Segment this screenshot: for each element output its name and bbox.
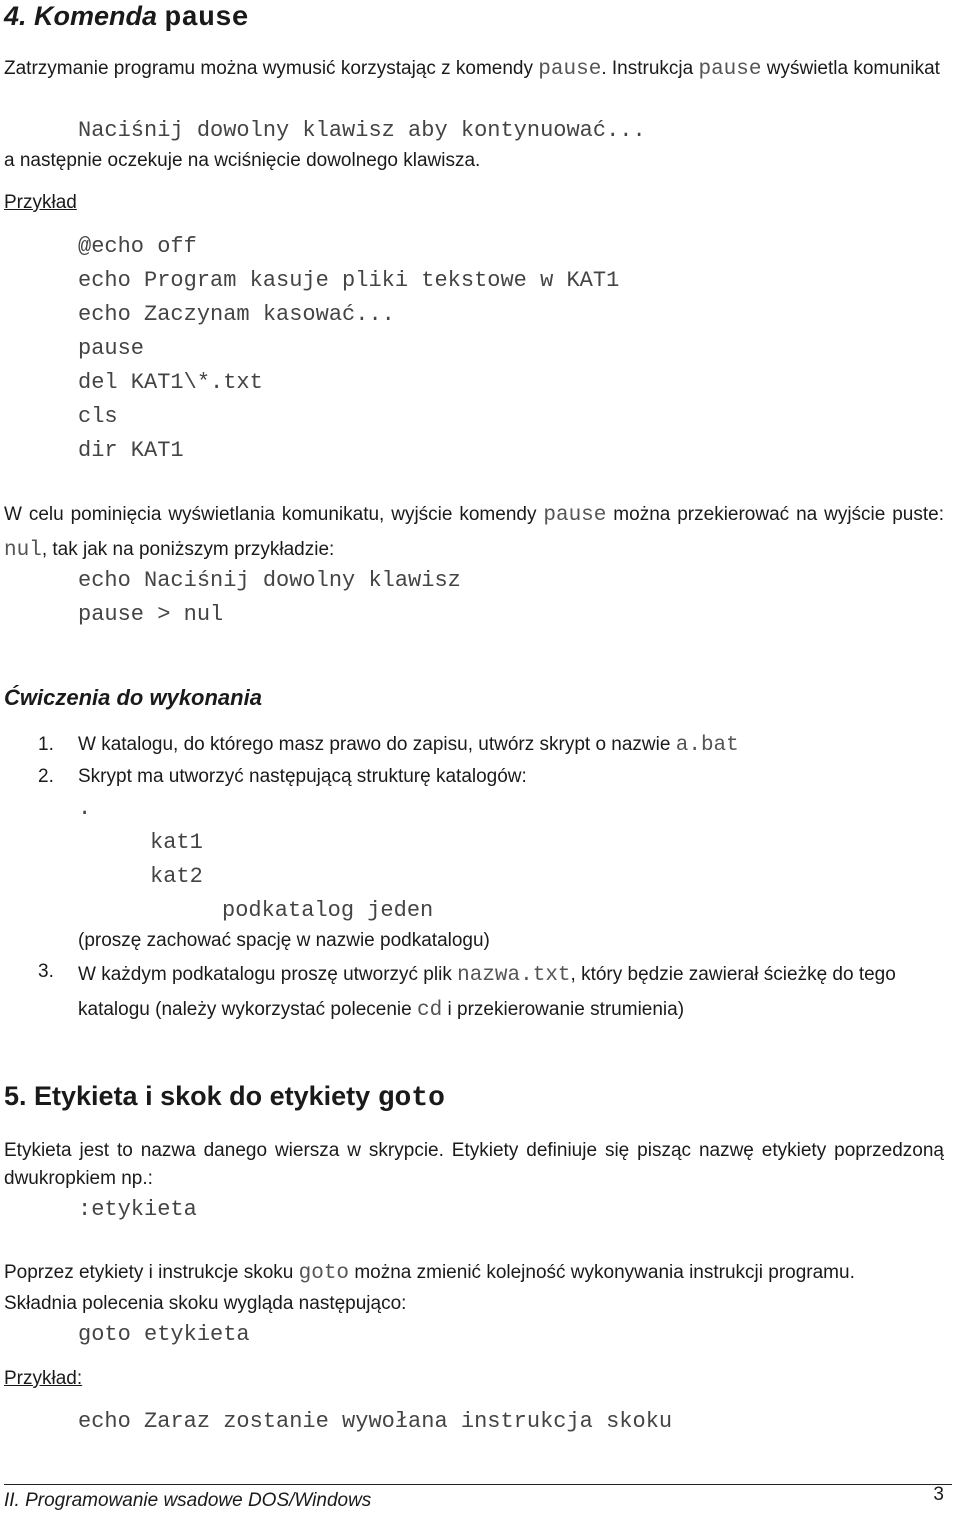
code-line: dir KAT1	[78, 438, 184, 463]
pause-message-code: Naciśnij dowolny klawisz aby kontynuować...	[78, 118, 646, 143]
section-5-paragraph-3: Składnia polecenia skoku wygląda następująco:	[4, 1293, 407, 1314]
tree-kat1: kat1	[150, 830, 203, 855]
section-5-paragraph-2	[4, 1259, 944, 1288]
exercises-title: Ćwiczenia do wykonania	[4, 685, 262, 710]
code-line: del KAT1\*.txt	[78, 370, 263, 395]
exercise-item-1-text	[78, 731, 948, 760]
list-number: 2.	[38, 766, 54, 787]
p1-text-c: wyświetla komunikat	[761, 58, 940, 79]
code-line: @echo off	[78, 234, 197, 259]
inline-code-pause-3: pause	[543, 504, 607, 527]
footer-chapter: II. Programowanie wsadowe DOS/Windows	[4, 1490, 372, 1511]
list-number: 3.	[38, 961, 54, 982]
tree-note: (proszę zachować spację w nazwie podkatalogu)	[78, 930, 490, 951]
code-line: cls	[78, 404, 118, 429]
code-line: pause	[78, 336, 145, 361]
page-number: 3	[933, 1484, 944, 1505]
p3-text-a: W celu pominięcia wyświetlania komunikatu, wyjście komendy	[4, 504, 544, 525]
section-4-title-code: pause	[164, 3, 249, 34]
example-code-block-2	[78, 564, 461, 632]
inline-code-pause-2: pause	[698, 58, 762, 81]
section-4-title	[4, 0, 249, 35]
tree-subdirectory: podkatalog jeden	[222, 898, 434, 923]
inline-code-cd: cd	[417, 999, 443, 1022]
item1-text: W katalogu, do którego masz prawo do zapisu, utwórz skrypt o nazwie	[78, 734, 676, 755]
p2-text-b: można zmienić kolejność wykonywania instrukcji programu.	[349, 1262, 855, 1283]
code-line: echo Naciśnij dowolny klawisz	[78, 568, 461, 593]
p1-text-a: Zatrzymanie programu można wymusić korzystając z komendy	[4, 58, 539, 79]
inline-code-pause: pause	[538, 58, 602, 81]
inline-code-nul: nul	[4, 539, 42, 562]
section-5-title	[4, 1080, 445, 1115]
example-label-1: Przykład	[4, 192, 77, 213]
exercise-item-3-text	[78, 958, 948, 1028]
section-4-paragraph-1	[4, 55, 944, 84]
code-line: pause > nul	[78, 602, 224, 627]
section-4-paragraph-3	[4, 498, 944, 568]
inline-code-goto: goto	[298, 1262, 350, 1285]
list-number: 1.	[38, 734, 54, 755]
example-code-goto: echo Zaraz zostanie wywołana instrukcja skoku	[78, 1409, 673, 1434]
footer-divider	[4, 1484, 952, 1485]
section-5-paragraph-1: Etykieta jest to nazwa danego wiersza w skrypcie. Etykiety definiuje się pisząc nazwę etykiety poprzedzoną dwukropkiem np.:	[4, 1140, 944, 1189]
p3-text-b: można przekierować na wyjście puste:	[606, 504, 944, 525]
item3-text-b: , który będzie zawierał ścieżkę do tego katalogu (należy wykorzystać polecenie	[78, 964, 896, 1020]
section-4-title-text: 4. Komenda	[4, 1, 165, 31]
example-code-block-1	[78, 230, 619, 468]
example-label-2: Przykład:	[4, 1368, 83, 1389]
section-5-title-text: 5. Etykieta i skok do etykiety	[4, 1081, 378, 1111]
p3-text-c: , tak jak na poniższym przykładzie:	[41, 539, 335, 560]
syntax-code: goto etykieta	[78, 1322, 250, 1347]
section-4-paragraph-2: a następnie oczekuje na wciśnięcie dowolnego klawisza.	[4, 150, 481, 171]
tree-kat2: kat2	[150, 864, 203, 889]
item3-text-c: i przekierowanie strumienia)	[442, 999, 685, 1020]
p2-text-a: Poprzez etykiety i instrukcje skoku	[4, 1262, 299, 1283]
item3-text-a: W każdym podkatalogu proszę utworzyć plik	[78, 964, 458, 985]
tree-root: .	[78, 796, 92, 821]
label-code: :etykieta	[78, 1197, 197, 1222]
section-5-title-code: goto	[377, 1083, 445, 1114]
code-line: echo Program kasuje pliki tekstowe w KAT1	[78, 268, 620, 293]
code-line: echo Zaczynam kasować...	[78, 302, 395, 327]
inline-code-nazwa-txt: nazwa.txt	[457, 964, 571, 987]
exercise-item-2-text: Skrypt ma utworzyć następującą strukturę katalogów:	[78, 766, 527, 787]
p1-text-b: . Instrukcja	[601, 58, 699, 79]
inline-code-a-bat: a.bat	[675, 734, 739, 757]
